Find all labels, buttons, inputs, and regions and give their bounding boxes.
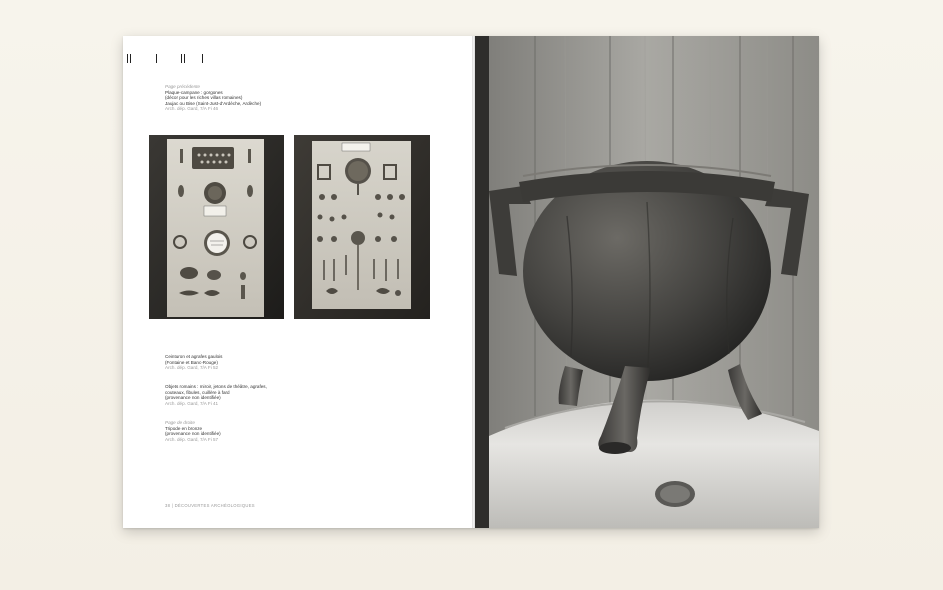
photo-roman-objects	[294, 135, 430, 319]
book-spread	[123, 36, 819, 528]
caption-kicker: Page précédente	[165, 84, 200, 89]
caption-ref: Arch. dép. Gard, 7/A Fi 52	[165, 365, 219, 371]
photo-roman-objects-image	[294, 135, 430, 319]
caption-ref: Arch. dép. Gard, 7/A Fi 57	[165, 436, 219, 442]
photo-belt-buckles-image	[149, 135, 284, 319]
photo-belt-buckles	[149, 135, 284, 319]
caption-line: Objets romains : miroir, jetons de théâtre, agrafes,	[165, 384, 267, 389]
left-page	[123, 36, 472, 528]
caption-belt	[165, 354, 315, 371]
caption-line: (décor pour les riches villas romaines)	[165, 95, 243, 101]
tripod-cauldron-image	[475, 36, 819, 528]
caption-ref: Arch. dép. Gard, 7/A Fi 41	[165, 400, 219, 406]
caption-tripod	[165, 420, 315, 442]
section-marks	[127, 54, 207, 66]
caption-line: couteaux, fibules, cuillère à fard	[165, 389, 230, 395]
caption-line: Ceinturon et agrafes gaulois	[165, 354, 223, 359]
caption-line: (provenance non identifiée)	[165, 431, 221, 437]
caption-kicker: Page de droite	[165, 420, 195, 425]
right-page-photo	[475, 36, 819, 528]
caption-line: (provenance non identifiée)	[165, 395, 221, 401]
caption-ref: Arch. dép. Gard, 7/A Fi 46	[165, 106, 219, 112]
caption-line: Plaque-campane : gorgones	[165, 89, 223, 95]
caption-roman	[165, 384, 315, 406]
caption-line: (Fontaine et Banc-Rouge)	[165, 359, 218, 365]
caption-top	[165, 84, 315, 112]
folio: 38 | DÉCOUVERTES ARCHÉOLOGIQUES	[165, 503, 255, 508]
caption-line: Jaujac ou Bise (Saint-Just-d'Ardèche, Ardèche)	[165, 100, 262, 106]
caption-line: Tripode en bronze	[165, 425, 203, 431]
